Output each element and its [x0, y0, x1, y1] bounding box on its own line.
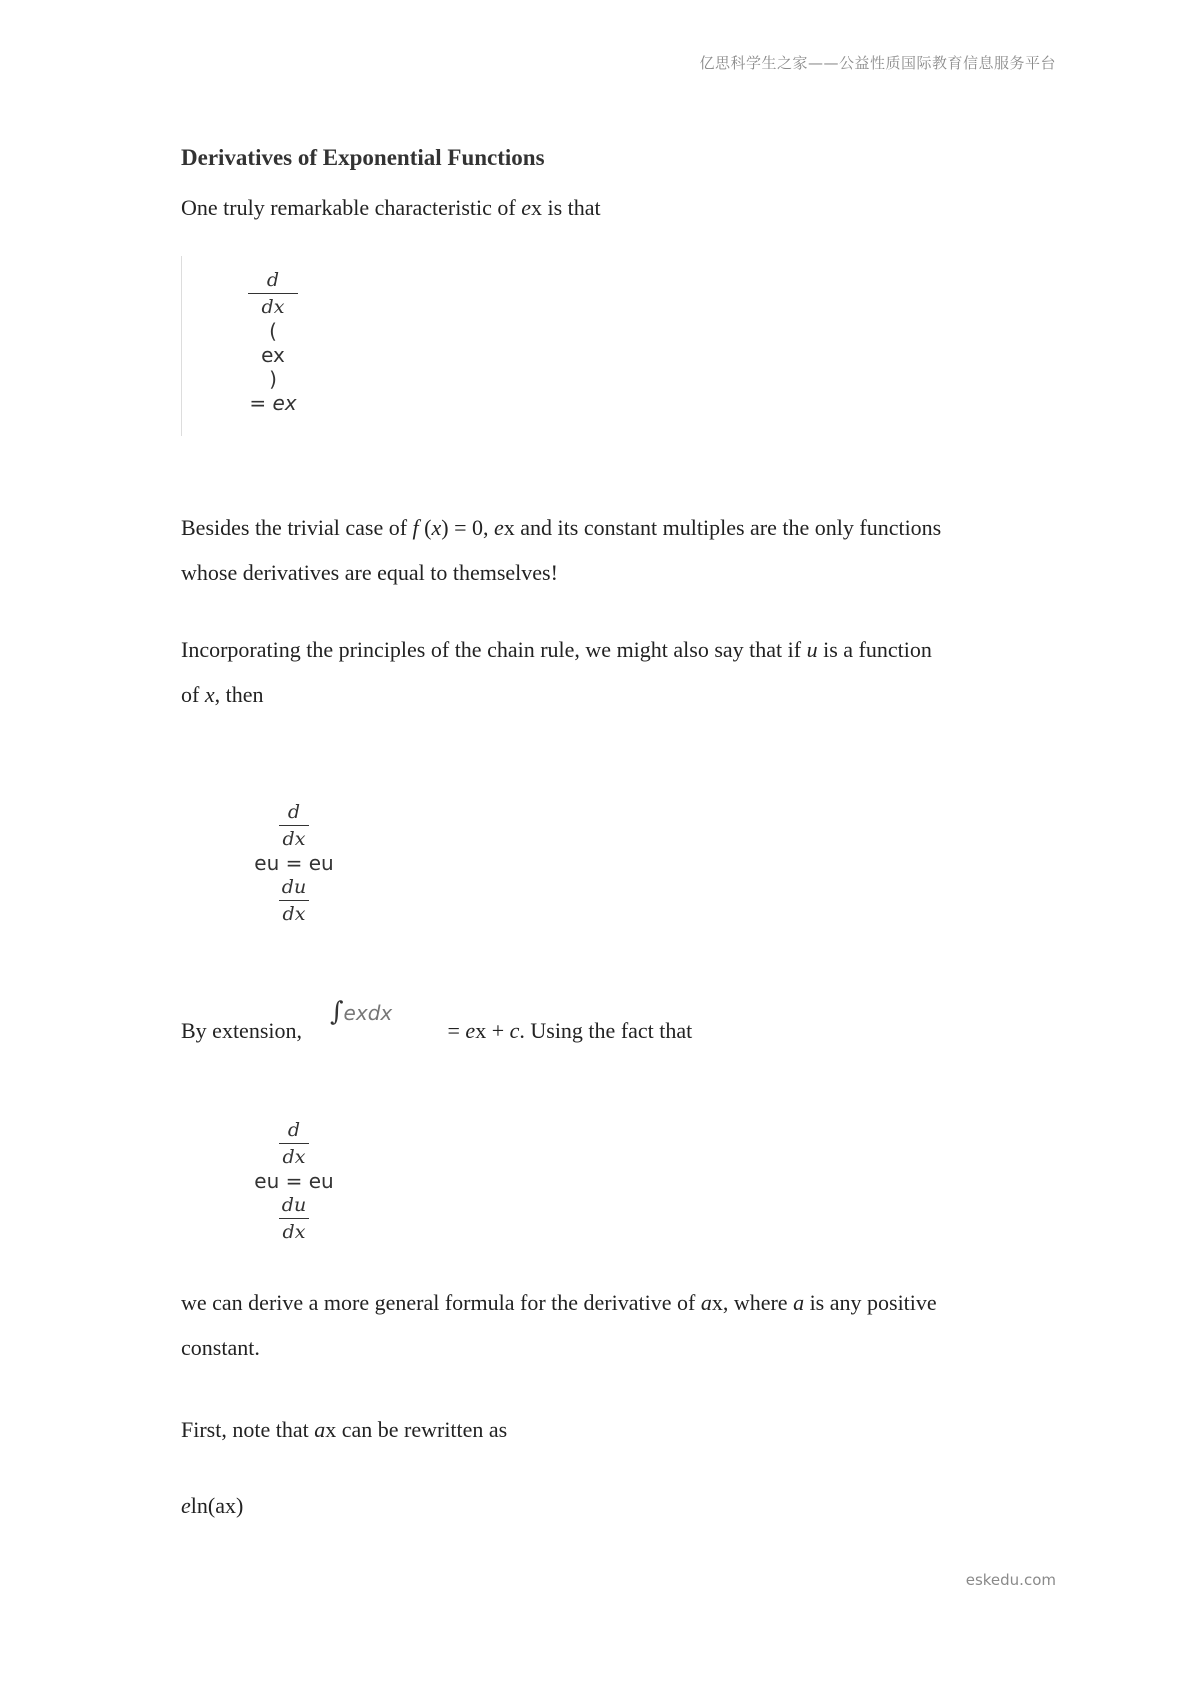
paragraph-general-formula-line2: constant.: [181, 1335, 260, 1360]
paragraph-general-formula-line1: we can derive a more general formula for the derivative of ax, where a is any positive: [181, 1290, 937, 1315]
paragraph-extension: By extension, = ex + c. Using the fact that: [181, 1018, 693, 1043]
section-title: Derivatives of Exponential Functions: [181, 145, 545, 170]
equation-chain-rule: d dx eu = eu du dx: [254, 801, 334, 925]
paragraph-eln: eln(ax): [181, 1493, 244, 1518]
paragraph-rewrite: First, note that ax can be rewritten as: [181, 1417, 508, 1442]
paragraph-trivial-case-line2: whose derivatives are equal to themselves!: [181, 560, 558, 585]
fraction-du-dx: du dx: [279, 875, 309, 926]
integral-expression: ∫exdx: [330, 997, 393, 1027]
paragraph-chain-rule-line2: of x, then: [181, 682, 264, 707]
equation-derivative-ex: d dx ( ex ) = ex: [249, 269, 297, 415]
equation-left-rule: [181, 256, 182, 436]
fraction-d-dx: d dx: [279, 800, 309, 851]
fraction-du-dx: du dx: [279, 1193, 309, 1244]
paragraph-intro: One truly remarkable characteristic of ex is that: [181, 195, 601, 220]
fraction-d-dx: d dx: [248, 268, 298, 319]
page-header: 亿思科学生之家——公益性质国际教育信息服务平台: [699, 54, 1056, 72]
page-footer: eskedu.com: [965, 1571, 1056, 1589]
fraction-d-dx: d dx: [279, 1118, 309, 1169]
paragraph-trivial-case-line1: Besides the trivial case of f (x) = 0, ex and its constant multiples are the only functions: [181, 515, 942, 540]
equation-chain-rule-repeat: d dx eu = eu du dx: [254, 1119, 334, 1243]
paragraph-chain-rule-line1: Incorporating the principles of the chain rule, we might also say that if u is a function: [181, 637, 932, 662]
